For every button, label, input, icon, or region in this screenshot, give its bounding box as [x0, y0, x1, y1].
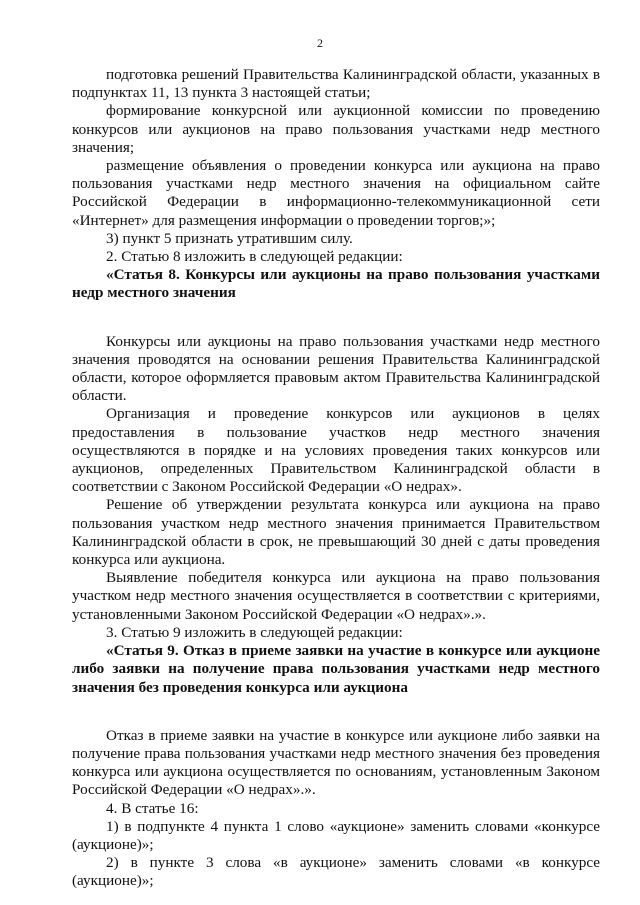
spacer [72, 697, 600, 727]
article-8-heading: «Статья 8. Конкурсы или аукционы на право пользования участками недр местного значения [72, 266, 600, 302]
paragraph: 1) в подпункте 4 пункта 1 слово «аукционе» заменить словами «конкурсе (аукционе)»; [72, 817, 600, 853]
paragraph: 4. В статье 16: [106, 799, 199, 817]
paragraph: 3. Статью 9 изложить в следующей редакции: [106, 623, 403, 641]
paragraph: формирование конкурсной или аукционной комиссии по проведению конкурсов или аукционов на право пользования участками недр местного значения; [72, 102, 600, 156]
paragraph: подготовка решений Правительства Калининградской области, указанных в подпунктах 11, 13 пункта 3 настоящей статьи; [72, 66, 600, 102]
paragraph: Конкурсы или аукционы на право пользования участками недр местного значения проводятся на основании решения Правительства Калининградской области, которое оформляется правовым актом Правительства Калининградской области. [72, 332, 600, 405]
paragraph: Выявление победителя конкурса или аукциона на право пользования участком недр местного значения осуществляется в соответствии с критериями, установленными Законом Российской Федерации «О недрах».». [72, 569, 600, 623]
document-body [72, 66, 600, 891]
paragraph: размещение объявления о проведении конкурса или аукциона на право пользования участками недр местного значения на официальном сайте Российской Федерации в информационно-телекоммуникационной сети «Интернет» для размещения информации о проведении торгов;»; [72, 157, 600, 229]
paragraph: Организация и проведение конкурсов или аукционов в целях предоставления в пользование участков недр местного значения осуществляются в порядке и на условиях проведения таких конкурсов или аукционов, определенных Правительством Калининградской области в соответствии с Законом Российской Федерации «О недрах». [72, 405, 600, 496]
article-9-heading: «Статья 9. Отказ в приеме заявки на участие в конкурсе или аукционе либо заявки на получение права пользования участками недр местного значения без проведения конкурса или аукциона [72, 642, 600, 696]
page-number: 2 [317, 36, 323, 50]
paragraph: 3) пункт 5 признать утратившим силу. [106, 229, 353, 247]
paragraph: Решение об утверждении результата конкурса или аукциона на право пользования участком недр местного значения принимается Правительством Калининградской области в срок, не превышающий 30 дней с даты проведения конкурса или аукциона. [72, 496, 600, 569]
paragraph: 2) в пункте 3 слова «в аукционе» заменить словами «в конкурсе (аукционе)»; [72, 854, 600, 890]
spacer [72, 303, 600, 333]
paragraph: Отказ в приеме заявки на участие в конкурсе или аукционе либо заявки на получение права пользования участками недр местного значения без проведения конкурса или аукциона осуществляется по основаниям, установленным Законом Российской Федерации «О недрах».». [72, 726, 600, 799]
paragraph: 2. Статью 8 изложить в следующей редакции: [106, 248, 403, 266]
